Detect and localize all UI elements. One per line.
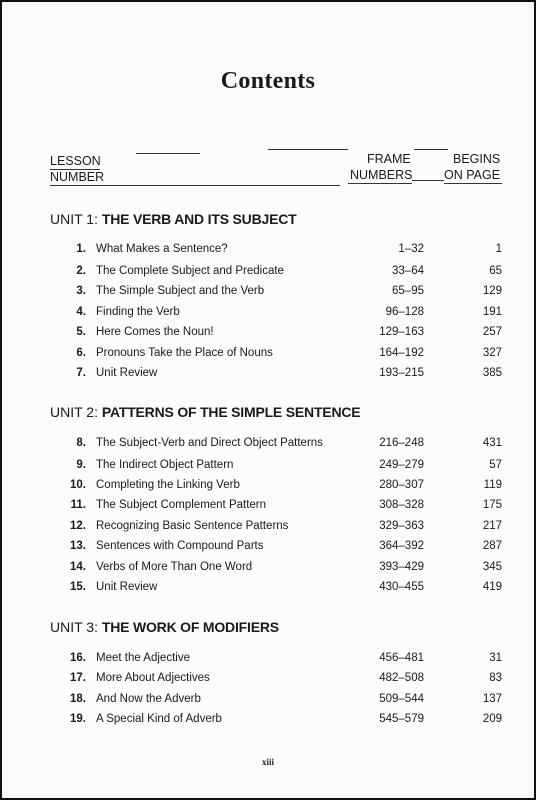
lesson-number: 7. <box>76 367 86 379</box>
lesson-name: Completing the Linking Verb <box>96 479 240 491</box>
lesson-number: 13. <box>70 540 86 552</box>
table-row <box>2 324 534 340</box>
unit-heading <box>50 211 296 228</box>
lesson-frames: 545–579 <box>379 713 424 725</box>
lesson-name: The Subject Complement Pattern <box>96 499 267 511</box>
lesson-name: The Complete Subject and Predicate <box>96 265 284 277</box>
table-row <box>2 670 534 686</box>
table-row <box>2 518 534 534</box>
lesson-page: 31 <box>489 652 502 664</box>
lesson-frames: 216–248 <box>379 437 424 449</box>
lesson-frames: 65–95 <box>392 285 424 297</box>
lesson-page: 129 <box>482 285 502 297</box>
table-row <box>2 711 534 727</box>
lesson-name: Recognizing Basic Sentence Patterns <box>96 520 289 532</box>
lesson-page: 65 <box>489 265 502 277</box>
header-number: NUMBER <box>50 170 105 184</box>
lesson-frames: 96–128 <box>385 306 424 318</box>
lesson-page: 209 <box>482 713 502 725</box>
lesson-page: 1 <box>495 243 502 255</box>
lesson-number: 5. <box>76 326 86 338</box>
lesson-number: 2. <box>76 265 86 277</box>
lesson-frames: 393–429 <box>379 561 424 573</box>
lesson-page: 287 <box>482 540 502 552</box>
table-row <box>2 365 534 381</box>
lesson-page: 431 <box>482 437 502 449</box>
lesson-number: 12. <box>70 520 86 532</box>
header-numbers: NUMBERS <box>350 168 413 182</box>
table-row <box>2 559 534 575</box>
table-row <box>2 283 534 299</box>
lesson-number: 10. <box>70 479 86 491</box>
lesson-number: 9. <box>76 459 86 471</box>
lesson-number: 18. <box>70 693 86 705</box>
table-row <box>2 538 534 554</box>
lesson-frames: 164–192 <box>379 347 424 359</box>
lesson-number: 1. <box>76 243 86 255</box>
lesson-name: Pronouns Take the Place of Nouns <box>96 347 273 359</box>
unit-prefix: UNIT 2: <box>50 404 102 420</box>
lesson-name: The Subject-Verb and Direct Object Patterns <box>96 437 323 449</box>
lesson-frames: 364–392 <box>379 540 424 552</box>
lesson-name: Meet the Adjective <box>96 652 190 664</box>
table-row <box>2 435 534 451</box>
unit-name: THE WORK OF MODIFIERS <box>101 619 279 635</box>
page-title: Contents <box>220 68 316 94</box>
header-rule <box>412 180 444 181</box>
lesson-number: 17. <box>70 672 86 684</box>
header-rule <box>348 183 412 184</box>
lesson-frames: 456–481 <box>379 652 424 664</box>
lesson-frames: 329–363 <box>379 520 424 532</box>
lesson-number: 6. <box>76 347 86 359</box>
unit-heading <box>50 619 279 636</box>
table-row <box>2 650 534 666</box>
lesson-frames: 129–163 <box>379 326 424 338</box>
lesson-number: 8. <box>76 437 86 449</box>
lesson-number: 3. <box>76 285 86 297</box>
table-row <box>2 477 534 493</box>
table-row <box>2 457 534 473</box>
header-rule <box>50 185 340 186</box>
lesson-number: 15. <box>70 581 86 593</box>
lesson-frames: 280–307 <box>379 479 424 491</box>
unit-prefix: UNIT 1: <box>50 211 102 227</box>
table-row <box>2 241 534 257</box>
table-row <box>2 263 534 279</box>
lesson-page: 345 <box>482 561 502 573</box>
table-row <box>2 691 534 707</box>
lesson-name: And Now the Adverb <box>96 693 201 705</box>
unit-heading <box>50 404 360 421</box>
lesson-name: Verbs of More Than One Word <box>96 561 253 573</box>
table-row <box>2 497 534 513</box>
lesson-number: 11. <box>70 499 86 511</box>
lesson-page: 119 <box>483 479 502 491</box>
header-rule <box>414 149 448 150</box>
lesson-frames: 1–32 <box>398 243 424 255</box>
lesson-frames: 509–544 <box>379 693 424 705</box>
lesson-page: 257 <box>482 326 502 338</box>
header-rule <box>268 149 348 150</box>
lesson-page: 419 <box>482 581 502 593</box>
header-frame: FRAME <box>367 152 411 166</box>
header-lesson: LESSON <box>50 154 101 168</box>
table-row <box>2 304 534 320</box>
lesson-name: The Simple Subject and the Verb <box>96 285 265 297</box>
header-begins: BEGINS <box>453 152 501 166</box>
header-rule <box>136 153 200 154</box>
lesson-name: The Indirect Object Pattern <box>96 459 234 471</box>
lesson-name: Sentences with Compound Parts <box>96 540 264 552</box>
lesson-page: 57 <box>489 459 502 471</box>
lesson-page: 217 <box>482 520 502 532</box>
lesson-name: A Special Kind of Adverb <box>96 713 222 725</box>
lesson-name: More About Adjectives <box>96 672 210 684</box>
lesson-number: 14. <box>70 561 86 573</box>
page-number: xiii <box>261 757 274 767</box>
lesson-page: 385 <box>482 367 502 379</box>
lesson-frames: 193–215 <box>379 367 424 379</box>
table-row <box>2 345 534 361</box>
lesson-name: Unit Review <box>96 367 158 379</box>
lesson-page: 191 <box>482 306 502 318</box>
unit-prefix: UNIT 3: <box>50 619 102 635</box>
lesson-page: 327 <box>482 347 502 359</box>
lesson-frames: 249–279 <box>379 459 424 471</box>
lesson-name: Finding the Verb <box>96 306 180 318</box>
lesson-page: 137 <box>482 693 502 705</box>
lesson-name: What Makes a Sentence? <box>96 243 228 255</box>
lesson-number: 16. <box>70 652 86 664</box>
unit-name: THE VERB AND ITS SUBJECT <box>101 211 297 227</box>
lesson-number: 4. <box>76 306 86 318</box>
header-on-page: ON PAGE <box>444 168 501 182</box>
lesson-frames: 430–455 <box>379 581 424 593</box>
lesson-frames: 33–64 <box>392 265 424 277</box>
lesson-number: 19. <box>70 713 86 725</box>
lesson-frames: 308–328 <box>379 499 424 511</box>
lesson-name: Unit Review <box>96 581 158 593</box>
unit-name: PATTERNS OF THE SIMPLE SENTENCE <box>101 404 361 420</box>
table-row <box>2 579 534 595</box>
lesson-page: 175 <box>482 499 502 511</box>
lesson-name: Here Comes the Noun! <box>96 326 214 338</box>
header-rule <box>444 183 502 184</box>
lesson-page: 83 <box>489 672 502 684</box>
lesson-frames: 482–508 <box>379 672 424 684</box>
